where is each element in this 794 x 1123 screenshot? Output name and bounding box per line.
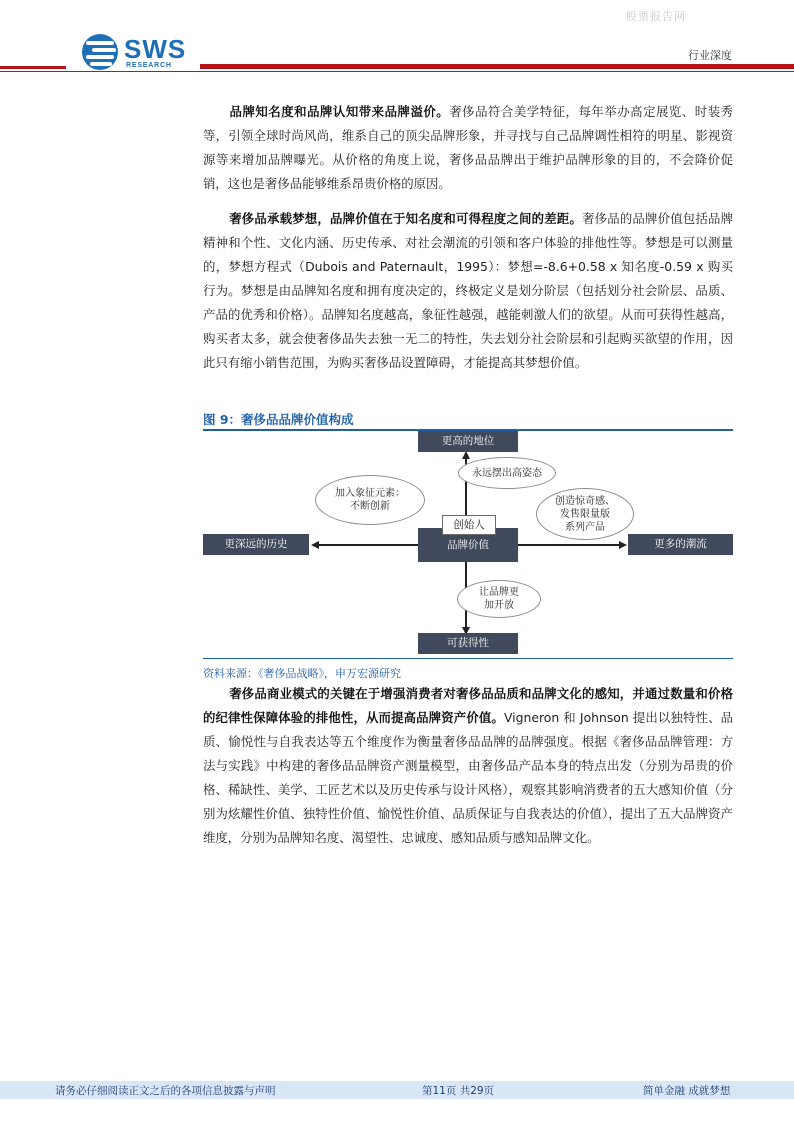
- box-brand-value: 品牌价值: [418, 528, 518, 562]
- box-more-trends: 更多的潮流: [628, 534, 733, 555]
- box-accessibility: 可获得性: [418, 633, 518, 654]
- footer-page-number: 第11页 共29页: [422, 1085, 495, 1097]
- report-type-label: 行业深度: [688, 49, 732, 62]
- footer-disclaimer: 请务必仔细阅读正文之后的各项信息披露与声明: [55, 1085, 276, 1097]
- header-rule-right: [200, 64, 794, 69]
- box-deeper-history: 更深远的历史: [203, 534, 309, 555]
- paragraph-body: 奢侈品符合美学特征，每年举办高定展览、时装秀等，引领全球时尚风尚，维系自己的顶尖品牌形象，并寻找与自己品牌调性相符的明星、影视资源等来增加品牌曝光。从价格的角度上说，奢侈品品牌出于维护品牌形象的目的，不会降价促销，这也是奢侈品能够维系昂贵价格的原因。: [203, 104, 734, 191]
- ellipse-symbolic-elements: [315, 475, 425, 525]
- footer-slogan: 简单金融 成就梦想: [643, 1085, 731, 1097]
- ellipse-high-profile: [458, 457, 556, 489]
- paragraph-dream-value: [203, 207, 733, 375]
- box-higher-status: 更高的地位: [418, 431, 518, 452]
- paragraph-brand-awareness: [203, 100, 733, 196]
- figure-title: 图 9：奢侈品品牌价值构成: [203, 412, 354, 427]
- ellipse-text-line: 不断创新: [350, 501, 390, 512]
- paragraph-lead: 品牌知名度和品牌认知带来品牌溢价。: [229, 104, 450, 119]
- brand-value-diagram: [203, 431, 733, 658]
- ellipse-text-line: 加开放: [484, 600, 514, 611]
- ellipse-text-line: 发售限量版: [560, 508, 610, 520]
- ellipse-more-open: [457, 580, 541, 618]
- ellipse-text-line: 创造惊奇感、: [555, 495, 615, 507]
- paragraph-body: Vigneron 和 Johnson 提出以独特性、品质、愉悦性与自我表达等五个维度作为衡量奢侈品品牌的品牌强度。根据《奢侈品品牌管理：方法与实践》中构建的奢侈品品牌资产测量模型，由奢侈品产品本身的特点出发（分别为昂贵的价格、稀缺性、美学、工匠艺术以及历史传承与设计风格），观察其影响消费者的五大感知价值（分别为炫耀性价值、独特性价值、愉悦性价值、品质保证与自我表达的价值），提出了五大品牌资产维度，分别为品牌知名度、渴望性、忠诚度、感知品质与感知品牌文化。: [203, 710, 733, 845]
- paragraph-lead: 奢侈品商业模式的关键在于增强消费者对奢侈品品质和品牌文化的感知，并通过数量和价格的纪律性保障体验的排他性，从而提高品牌资产价值。: [203, 686, 733, 725]
- page-footer: [0, 1081, 794, 1099]
- paragraph-lead: 奢侈品承载梦想，品牌价值在于知名度和可得程度之间的差距。: [229, 211, 583, 226]
- logo-wordmark: SWS: [124, 34, 187, 64]
- ellipse-limited-edition: [536, 488, 634, 540]
- paragraph-body: 奢侈品的品牌价值包括品牌精神和个性、文化内涵、历史传承、对社会潮流的引领和客户体验的排他性等。梦想是可以测量的，梦想方程式（Dubois and Paternault，1995）：梦想=-8.6+0.58 x 知名度-0.59 x 购买行为。梦想是由品牌知名度和拥有度决定的，终极定义是划分阶层（包括划分社会阶层、品质、产品的优秀和价格）。品牌知名度越高，象征性越强，越能刺激人们的欲望。从而可获得性越高，购买者太多，就会使奢侈品失去独一无二的特性，失去划分社会阶层和引起购买欲望的作用，因此只有缩小销售范围，为购买奢侈品设置障碍，才能提高其梦想价值。: [203, 211, 734, 370]
- sws-logo: [82, 34, 192, 74]
- box-founder: 创始人: [442, 515, 496, 535]
- logo-subtitle: RESEARCH: [126, 62, 172, 69]
- paragraph-business-model: [203, 682, 733, 850]
- logo-globe-icon: [82, 34, 118, 70]
- watermark-text: 股票报告网: [626, 10, 686, 23]
- figure-rule-bottom: [203, 658, 733, 659]
- ellipse-text-line: 让品牌更: [479, 587, 519, 598]
- header-rule-thin: [0, 71, 794, 72]
- ellipse-text-line: 系列产品: [565, 521, 605, 533]
- figure-source: 资料来源：《奢侈品战略》，申万宏源研究: [203, 667, 401, 680]
- ellipse-text-line: 加入象征元素：: [335, 488, 405, 499]
- header-rule-left: [0, 66, 66, 69]
- ellipse-high-profile-text: 永远摆出高姿态: [472, 467, 542, 479]
